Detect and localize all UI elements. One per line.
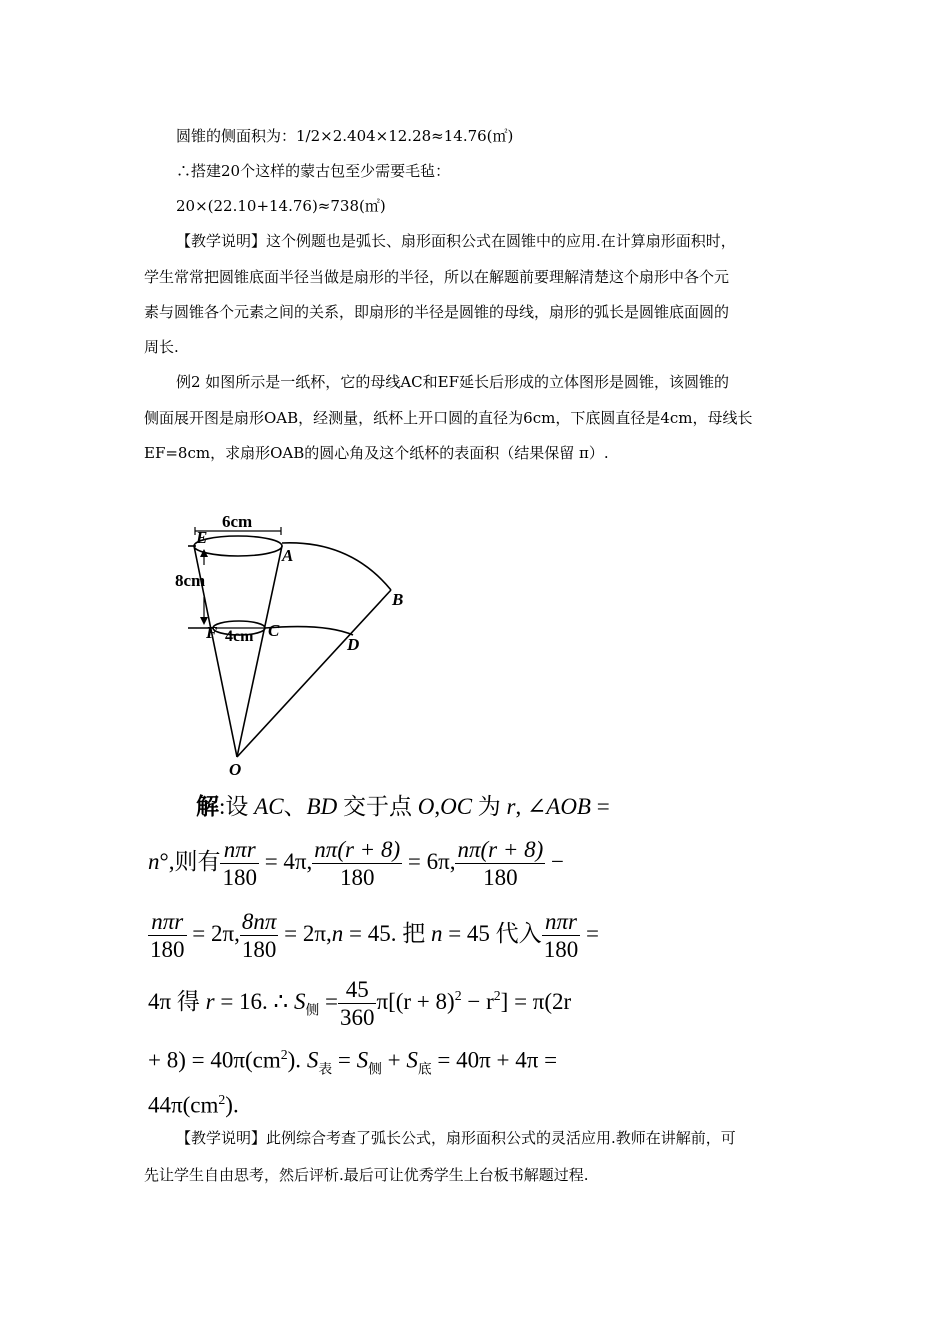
point-E: E [196, 528, 208, 547]
solution-row-3: $\frac{\text{nπr}}{180}$ = 2π, $\frac{8n\pi}{180}$ = 2π,n = 45. 把 n = 45 代入 $\frac{\text{nπr}}{180}$ = [150, 909, 599, 962]
fraction-4: $\frac{\text{nπr}}{180}$ [150, 909, 185, 962]
teaching-note-1-line1: 【教学说明】这个例题也是弧长、扇形面积公式在圆锥中的应用.在计算扇形面积时， [176, 232, 736, 250]
arc-AB [282, 543, 391, 590]
teaching-note-1-line3: 素与圆锥各个元素之间的关系，即扇形的半径是圆锥的母线，扇形的弧长是圆锥底面圆的 [144, 303, 730, 321]
cone-sector-figure [170, 505, 430, 785]
fraction-3: $\frac{n\pi(r + 8)}{180}$ [457, 837, 544, 890]
point-D: D [347, 635, 360, 654]
point-F: F [206, 623, 218, 642]
fraction-7: $\frac{45}{360}$ [339, 977, 375, 1030]
point-B: B [392, 590, 404, 609]
area-line: 圆锥的侧面积为：1/2×2.404×12.28≈14.76(㎡) [176, 127, 514, 145]
example-2-line1: 例2 如图所示是一纸杯，它的母线AC和EF延长后形成的立体图形是圆锥，该圆锥的 [176, 373, 729, 391]
fraction-6: $\frac{\text{nπr}}{180}$ [543, 909, 579, 962]
fraction-5: $\frac{8n\pi}{180}$ [241, 909, 277, 962]
solution-row-6: $44\pi(cm^2)$. [148, 1092, 239, 1118]
point-A: A [282, 546, 294, 565]
total-line: ∴搭建20个这样的蒙古包至少需要毛毡： [176, 162, 451, 180]
solution-row-1: 解:设 AC、BD 交于点 O,OC 为 r, ∠AOB = [196, 794, 610, 819]
example-2-line2: 侧面展开图是扇形OAB，经测量，纸杯上开口圆的直径为6cm，下底圆直径是4cm，母线长 [144, 409, 753, 427]
solution-row-5: + $8) = 40\pi(cm^2)$. $S_表 = S_侧 + S_底 = 40\pi + 4\pi$ = [148, 1047, 558, 1077]
solution-row-2: n°,则有 $\frac{\text{nπr}}{180}$ = 4π, $\frac{n\pi(r + 8)}{180}$ = 6π, $\frac{n\pi(r + 8)}{180}$ − [148, 837, 564, 890]
point-C: C [268, 621, 280, 640]
result-line: 20×(22.10+14.76)≈738(㎡) [176, 197, 386, 215]
point-O: O [229, 760, 242, 779]
fraction-2: $\frac{n\pi(r + 8)}{180}$ [314, 837, 401, 890]
fraction-1: $\frac{\text{nπr}}{180}$ [222, 837, 257, 890]
teaching-note-1-line4: 周长. [144, 338, 179, 356]
example-2-line3: EF=8cm，求扇形OAB的圆心角及这个纸杯的表面积（结果保留 π）. [144, 444, 609, 462]
teaching-note-1-line2: 学生常常把圆锥底面半径当做是扇形的半径，所以在解题前要理解清楚这个扇形中各个元 [144, 268, 730, 286]
label-4cm: 4cm [225, 628, 254, 645]
teaching-note-2-line2: 先让学生自由思考，然后评析.最后可让优秀学生上台板书解题过程. [144, 1166, 589, 1184]
label-6cm: 6cm [222, 512, 253, 531]
generatrix-AO [237, 546, 282, 757]
teaching-note-2-line1: 【教学说明】此例综合考查了弧长公式，扇形面积公式的灵活应用.教师在讲解前，可 [176, 1129, 736, 1147]
solution-row-4: 4π 得 r = 16. ∴ $S_侧$ = $\frac{45}{360}$ $\pi[(r + 8)^2 - r^2] = \pi(2r$ [148, 977, 572, 1030]
radius-OB [237, 590, 391, 757]
solution-label: 解 [196, 794, 219, 819]
label-8cm: 8cm [175, 571, 206, 590]
